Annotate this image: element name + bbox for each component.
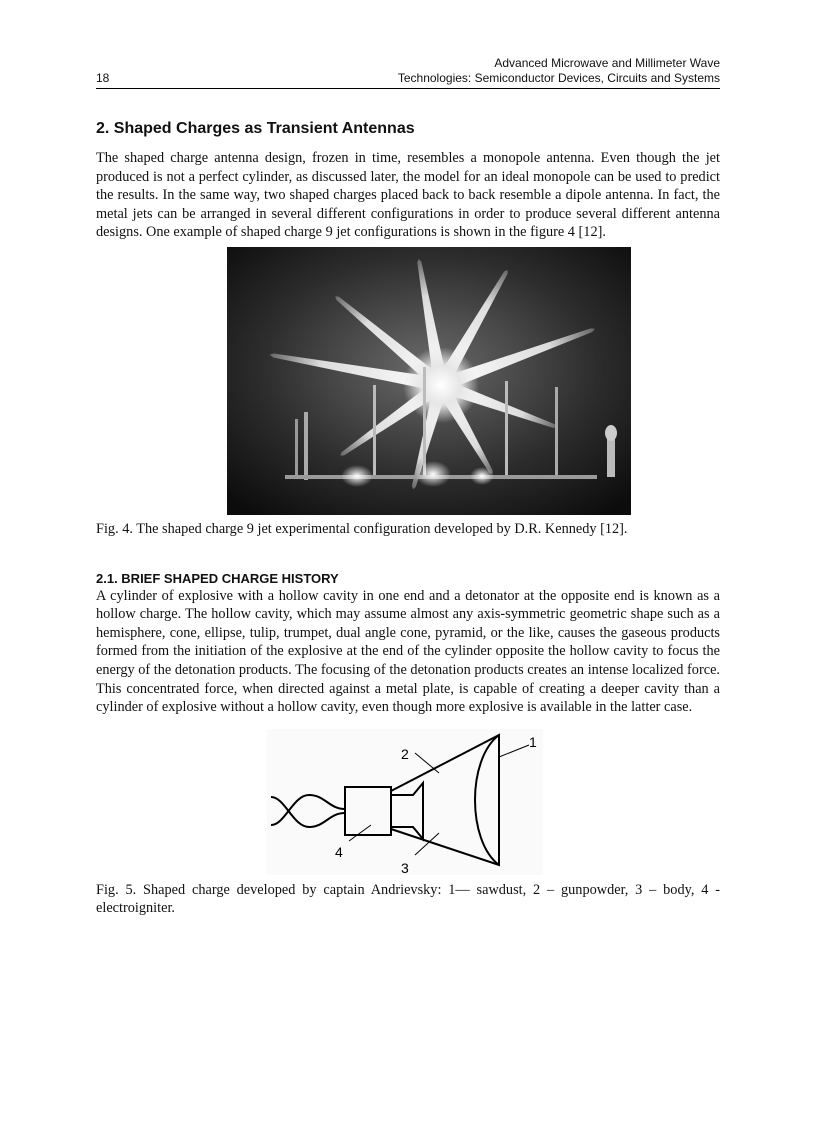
label-4: 4: [335, 843, 343, 860]
running-header: [96, 52, 720, 89]
subsection-heading: 2.1. BRIEF SHAPED CHARGE HISTORY: [96, 570, 339, 586]
figure5-diagram: [267, 729, 543, 875]
label-2: 2: [401, 745, 409, 762]
label-1: 1: [529, 733, 537, 750]
burst-core: [403, 347, 479, 423]
section-heading: 2. Shaped Charges as Transient Antennas: [96, 120, 415, 137]
page: [96, 52, 720, 918]
section-paragraph: The shaped charge antenna design, frozen in time, resembles a monopole antenna. Even though the jet produced is not a perfect cylinder, as discussed later, the model for an ideal monopole can be used to predict the results. In the same way, two shaped charges placed back to back resemble a dipole antenna. In fact, the metal jets can be arranged in several different configurations in order to produce several different antenna designs. One example of shaped charge 9 jet configurations is shown in the figure 4 [12].: [96, 150, 720, 241]
figure4-photo: [227, 247, 631, 515]
label-3: 3: [401, 859, 409, 875]
page-number: 18: [96, 71, 110, 85]
subsection-paragraph: A cylinder of explosive with a hollow cavity in one end and a detonator at the opposite end is known as a hollow charge. The hollow cavity, which may assume almost any axis-symmetric geometric shape such as a hemisphere, cone, ellipse, tulip, trumpet, dual angle cone, pyramid, or the like, causes the gaseous products formed from the initiation of the explosive at the end of the cylinder opposite the hollow cavity to focus the energy of the detonation products. The focusing of the detonation products creates an intense localized force. This concentrated force, when directed against a metal plate, is capable of creating a deeper cavity than a cylinder of explosive without a hollow cavity, even though more explosive is available in the latter case.: [96, 587, 720, 716]
figure5-caption: Fig. 5. Shaped charge developed by captain Andrievsky: 1— sawdust, 2 – gunpowder, 3 – body, 4 - electroigniter.: [96, 881, 720, 917]
header-title-line2: Technologies: Semiconductor Devices, Circuits and Systems: [397, 71, 720, 85]
header-title-line1: Advanced Microwave and Millimeter Wave: [494, 56, 720, 70]
figure4-caption: Fig. 4. The shaped charge 9 jet experimental configuration developed by D.R. Kennedy [12].: [96, 520, 628, 537]
